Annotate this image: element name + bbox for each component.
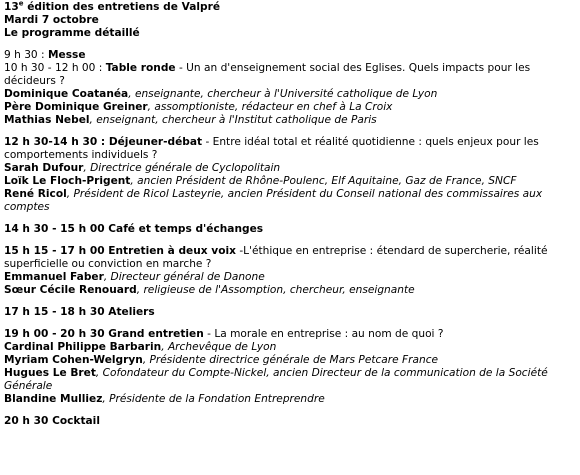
section-ateliers — [4, 306, 568, 319]
speaker-name: Myriam Cohen-Welgryn — [4, 354, 143, 366]
speaker-name: Blandine Mulliez — [4, 393, 103, 405]
speaker-role: , Présidente directrice générale de Mars Petcare France — [142, 354, 439, 366]
speaker — [4, 162, 568, 175]
table-ronde-time: 10 h 30 - 12 h 00 : — [4, 62, 106, 74]
speaker-name: Dominique Coatanéa — [4, 88, 129, 100]
grand-entretien-title: 19 h 00 - 20 h 30 Grand entretien — [4, 328, 204, 340]
speaker-role: , religieuse de l'Assomption, chercheur, enseignante — [136, 284, 415, 296]
speaker — [4, 354, 568, 367]
grand-entretien-line — [4, 328, 568, 341]
speaker-name: Cardinal Philippe Barbarin — [4, 341, 162, 353]
messe-line — [4, 49, 568, 62]
cafe-title: 14 h 30 - 15 h 00 Café et temps d'échanges — [4, 223, 264, 235]
speaker-name: Sarah Dufour — [4, 162, 84, 174]
section-cocktail — [4, 415, 568, 428]
entretien-deux-line — [4, 245, 568, 271]
speaker — [4, 88, 568, 101]
speaker-role: , Directeur général de Danone — [103, 271, 265, 283]
table-ronde-desc: - Un an d'enseignement social des Eglises. Quels impacts pour les décideurs ? — [4, 62, 531, 87]
speaker-role: , enseignant, chercheur à l'Institut catholique de Paris — [89, 114, 377, 126]
speaker — [4, 188, 568, 214]
speaker — [4, 114, 568, 127]
speaker-role: , Directrice générale de Cyclopolitain — [83, 162, 281, 174]
speaker-name: Emmanuel Faber — [4, 271, 104, 283]
section-entretien-deux-voix — [4, 245, 568, 297]
edition-superscript: e — [18, 0, 24, 8]
speaker — [4, 271, 568, 284]
entretien-deux-desc: -L'éthique en entreprise : étendard de supercherie, réalité superficielle ou conviction en marche ? — [4, 245, 548, 270]
section-grand-entretien — [4, 328, 568, 406]
speaker-role: , Président de Ricol Lasteyrie, ancien Président du Conseil national des commissaires aux comptes — [4, 188, 543, 213]
speaker-name: Père Dominique Greiner — [4, 101, 148, 113]
speaker-name: Loïk Le Floch-Prigent — [4, 175, 131, 187]
speaker-role: , enseignante, chercheur à l'Université catholique de Lyon — [128, 88, 438, 100]
speaker — [4, 101, 568, 114]
speaker-name: Hugues Le Bret — [4, 367, 96, 379]
speaker — [4, 341, 568, 354]
messe-title: Messe — [47, 49, 86, 61]
entretien-deux-title: 15 h 15 - 17 h 00 Entretien à deux voix — [4, 245, 236, 257]
event-date: Mardi 7 octobre — [4, 14, 99, 26]
cocktail-title: 20 h 30 Cocktail — [4, 415, 100, 427]
speaker-role: , Présidente de la Fondation Entreprendre — [102, 393, 325, 405]
speaker-name: Mathias Nebel — [4, 114, 90, 126]
ateliers-title: 17 h 15 - 18 h 30 Ateliers — [4, 306, 155, 318]
edition-title-text: édition des entretiens de Valpré — [23, 1, 221, 13]
program-subtitle: Le programme détaillé — [4, 27, 140, 39]
speaker-role: , assomptioniste, rédacteur en chef à La Croix — [147, 101, 393, 113]
edition-title — [4, 1, 568, 14]
speaker — [4, 367, 568, 393]
speaker — [4, 175, 568, 188]
dejeuner-line — [4, 136, 568, 162]
speaker — [4, 284, 568, 297]
speaker-name: René Ricol — [4, 188, 67, 200]
section-cafe — [4, 223, 568, 236]
document-header — [4, 1, 568, 40]
speaker-role: , Archevêque de Lyon — [161, 341, 277, 353]
speaker-role: , ancien Président de Rhône-Poulenc, Elf Aquitaine, Gaz de France, SNCF — [130, 175, 517, 187]
dejeuner-time: 12 h 30-14 h 30 : — [4, 136, 109, 148]
messe-time: 9 h 30 : — [4, 49, 48, 61]
table-ronde-title: Table ronde — [105, 62, 176, 74]
table-ronde-line — [4, 62, 568, 88]
dejeuner-desc: - Entre idéal total et réalité quotidienne : quels enjeux pour les comportements individuels ? — [4, 136, 539, 161]
section-dejeuner — [4, 136, 568, 214]
dejeuner-title: Déjeuner-débat — [108, 136, 203, 148]
speaker-role: , Cofondateur du Compte-Nickel, ancien Directeur de la communication de la Société Générale — [4, 367, 548, 392]
edition-number: 13 — [4, 1, 19, 13]
section-messe-table-ronde — [4, 49, 568, 127]
grand-entretien-desc: - La morale en entreprise : au nom de quoi ? — [203, 328, 444, 340]
speaker — [4, 393, 568, 406]
speaker-name: Sœur Cécile Renouard — [4, 284, 137, 296]
